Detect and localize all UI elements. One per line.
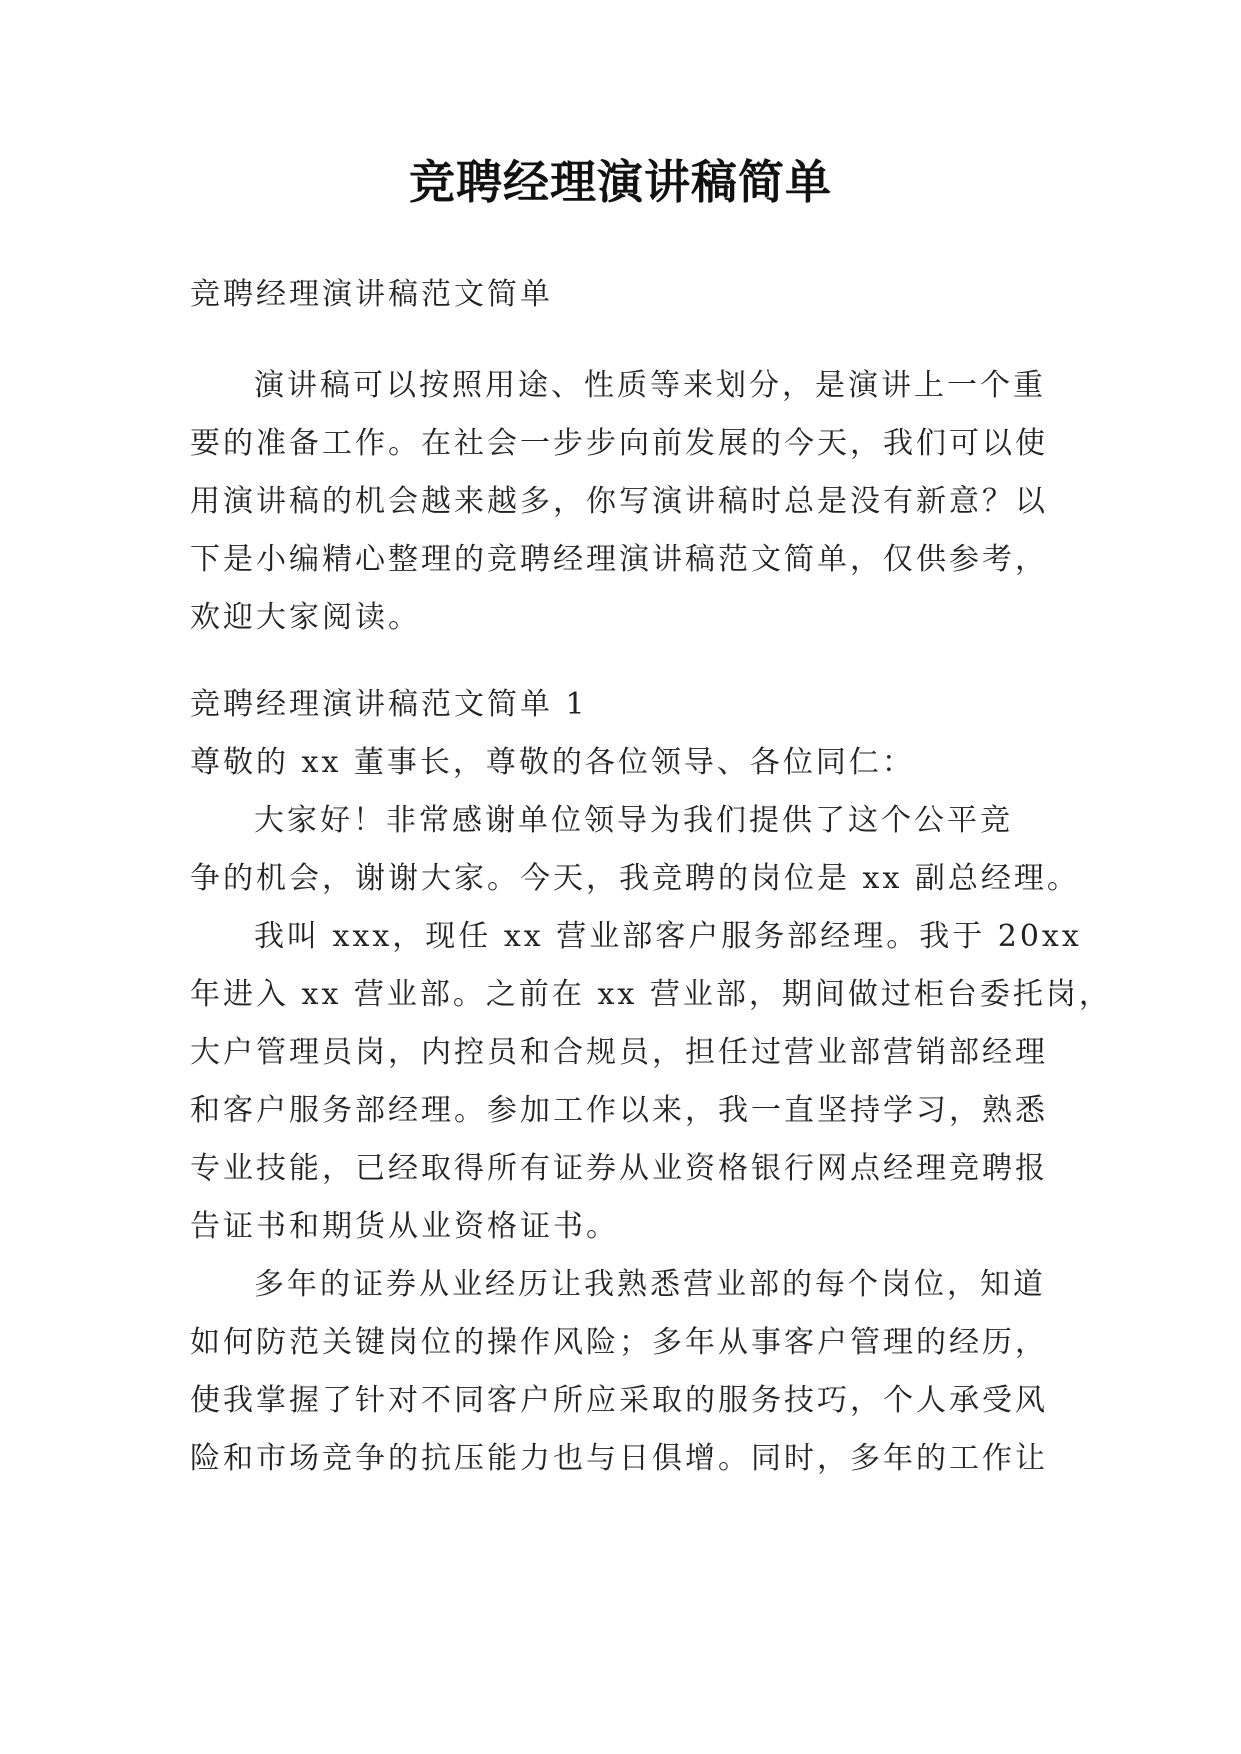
document-subtitle xyxy=(190,266,1070,324)
text-line: 告证书和期货从业资格证书。 xyxy=(190,1209,619,1244)
text-line: 要的准备工作。在社会一步步向前发展的今天，我们可以使 xyxy=(190,426,1048,461)
text-line: 年进入 xx 营业部。之前在 xx 营业部，期间做过柜台委托岗， xyxy=(190,977,1112,1012)
text-line: 如何防范关键岗位的操作风险；多年从事客户管理的经历， xyxy=(190,1325,1048,1360)
text-line: 险和市场竞争的抗压能力也与日俱增。同时，多年的工作让 xyxy=(190,1441,1048,1476)
text-line: 欢迎大家阅读。 xyxy=(190,600,421,635)
salutation: 尊敬的 xx 董事长，尊敬的各位领导、各位同仁： xyxy=(190,745,915,780)
section-heading: 竞聘经理演讲稿范文简单 1 xyxy=(190,687,588,722)
text-line: 争的机会，谢谢大家。今天，我竞聘的岗位是 xx 副总经理。 xyxy=(190,861,1080,896)
document-title: 竞聘经理演讲稿简单 xyxy=(409,155,832,209)
subtitle-line: 竞聘经理演讲稿范文简单 xyxy=(190,277,553,312)
text-line: 使我掌握了针对不同客户所应采取的服务技巧，个人承受风 xyxy=(190,1383,1048,1418)
text-line: 大家好！非常感谢单位领导为我们提供了这个公平竞 xyxy=(254,803,1013,838)
text-line: 下是小编精心整理的竞聘经理演讲稿范文简单，仅供参考， xyxy=(190,542,1048,577)
intro-paragraph xyxy=(190,357,1070,647)
text-line: 用演讲稿的机会越来越多，你写演讲稿时总是没有新意？以 xyxy=(190,484,1048,519)
text-line: 演讲稿可以按照用途、性质等来划分，是演讲上一个重 xyxy=(254,368,1046,403)
text-line: 大户管理员岗，内控员和合规员，担任过营业部营销部经理 xyxy=(190,1035,1048,1070)
text-line: 和客户服务部经理。参加工作以来，我一直坚持学习，熟悉 xyxy=(190,1093,1048,1128)
section-block xyxy=(190,676,1112,1488)
text-line: 我叫 xxx，现任 xx 营业部客户服务部经理。我于 20xx xyxy=(254,919,1082,954)
text-line: 专业技能，已经取得所有证券从业资格银行网点经理竞聘报 xyxy=(190,1151,1048,1186)
text-line: 多年的证券从业经历让我熟悉营业部的每个岗位，知道 xyxy=(254,1267,1046,1302)
